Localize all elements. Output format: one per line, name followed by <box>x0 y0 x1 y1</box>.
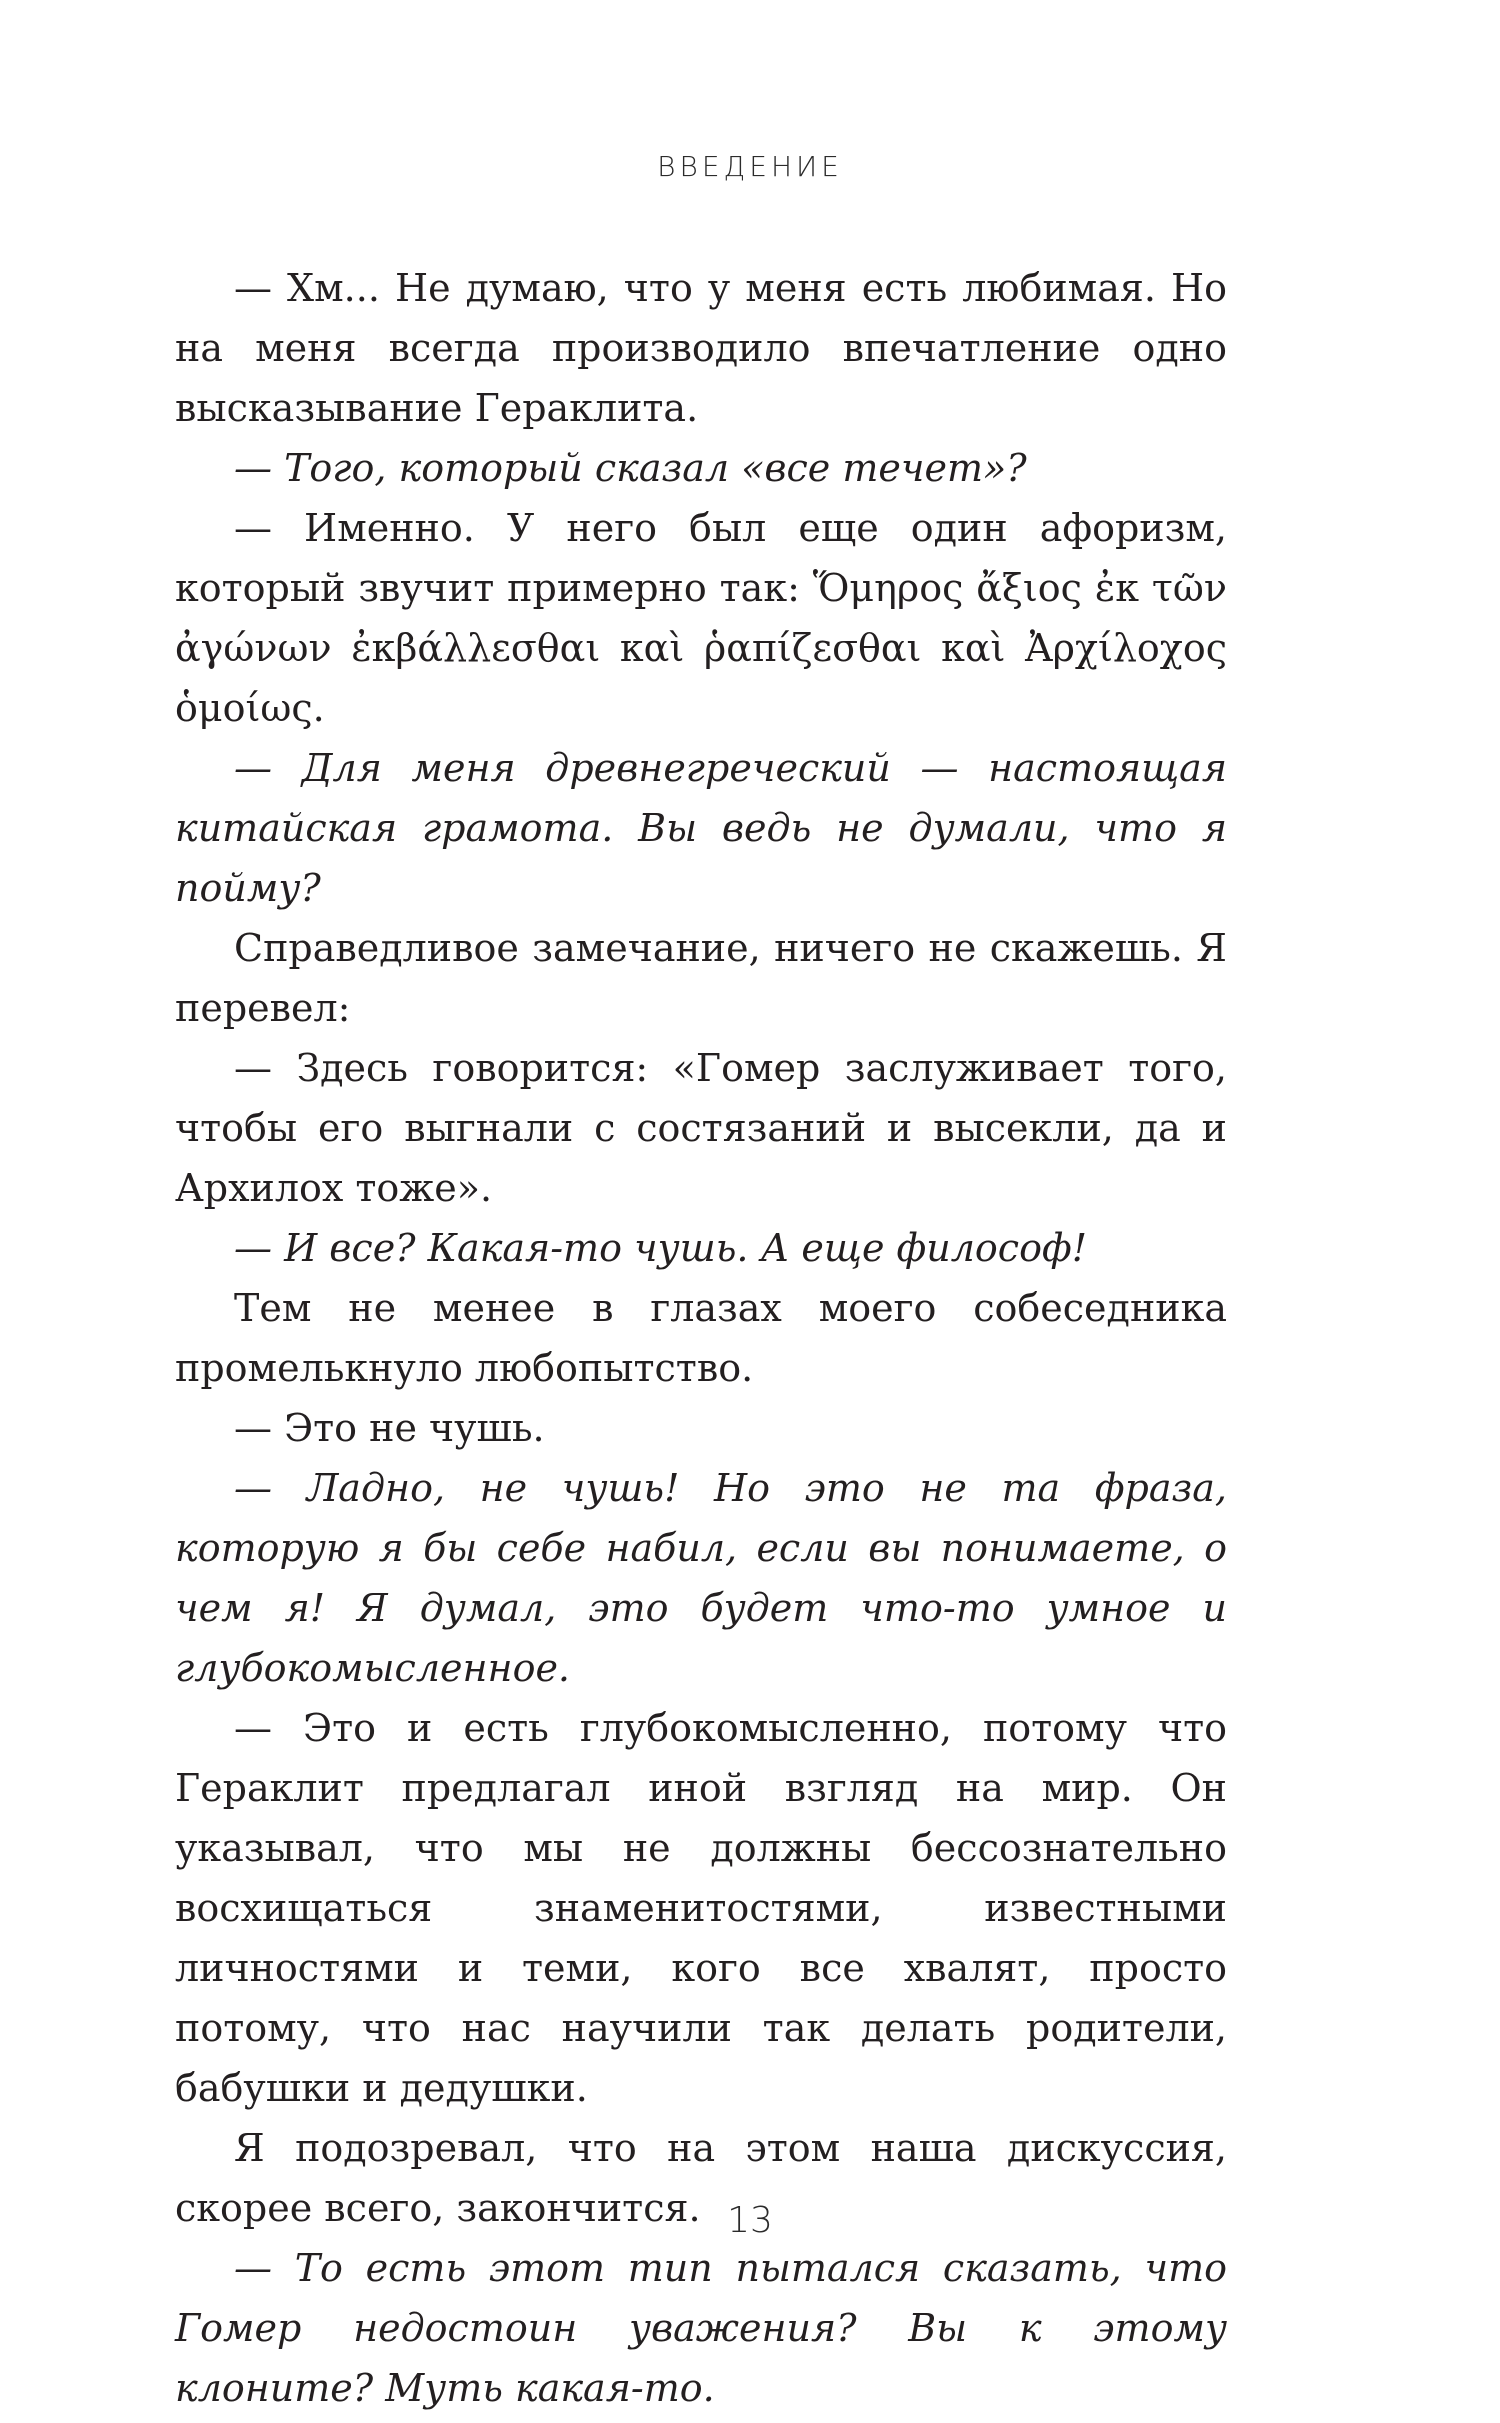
paragraph: — Именно. У него был еще один афоризм, который звучит примерно так: Ὅμηρος ἄξιος ἐκ τῶν ἀγώνων ἐκβάλλεσθαι καὶ ῥαπίζεσθαι καὶ Ἀρχίλοχος ὁμοίως. <box>175 506 1227 730</box>
paragraph: — Для меня древнегреческий — настоящая китайская грамота. Вы ведь не думали, что я пойму? <box>175 746 1227 910</box>
paragraph: — Хм... Не думаю, что у меня есть любимая. Но на меня всегда производило впечатление одно высказывание Гераклита. <box>175 266 1227 430</box>
paragraph: — Здесь говорится: «Гомер заслуживает того, чтобы его выгнали с состязаний и высекли, да и Архилох тоже». <box>175 1046 1227 1210</box>
body-text <box>175 258 1227 2418</box>
paragraph: — То есть этот тип пытался сказать, что Гомер недостоин уважения? Вы к этому клоните? Муть какая-то. <box>175 2246 1227 2410</box>
paragraph: — Это не чушь. <box>234 1406 545 1450</box>
paragraph: Я подозревал, что на этом наша дискуссия, скорее всего, закончится. <box>175 2126 1227 2230</box>
paragraph: — И все? Какая-то чушь. А еще философ! <box>234 1226 1087 1270</box>
paragraph: — Того, который сказал «все течет»? <box>234 446 1027 490</box>
page-number: 13 <box>727 2200 773 2241</box>
paragraph: — Ладно, не чушь! Но это не та фраза, которую я бы себе набил, если вы понимаете, о чем я! Я думал, это будет что-то умное и глубокомысленное. <box>175 1466 1227 1690</box>
paragraph: — Это и есть глубокомысленно, потому что Гераклит предлагал иной взгляд на мир. Он указывал, что мы не должны бессознательно восхищаться знаменитостями, известными личностями и теми, кого все хвалят, просто потому, что нас научили так делать родители, бабушки и дедушки. <box>175 1706 1227 2110</box>
paragraph: Справедливое замечание, ничего не скажешь. Я перевел: <box>175 926 1227 1030</box>
running-head: ВВЕДЕНИЕ <box>657 150 843 183</box>
paragraph: Тем не менее в глазах моего собеседника промелькнуло любопытство. <box>175 1286 1227 1390</box>
